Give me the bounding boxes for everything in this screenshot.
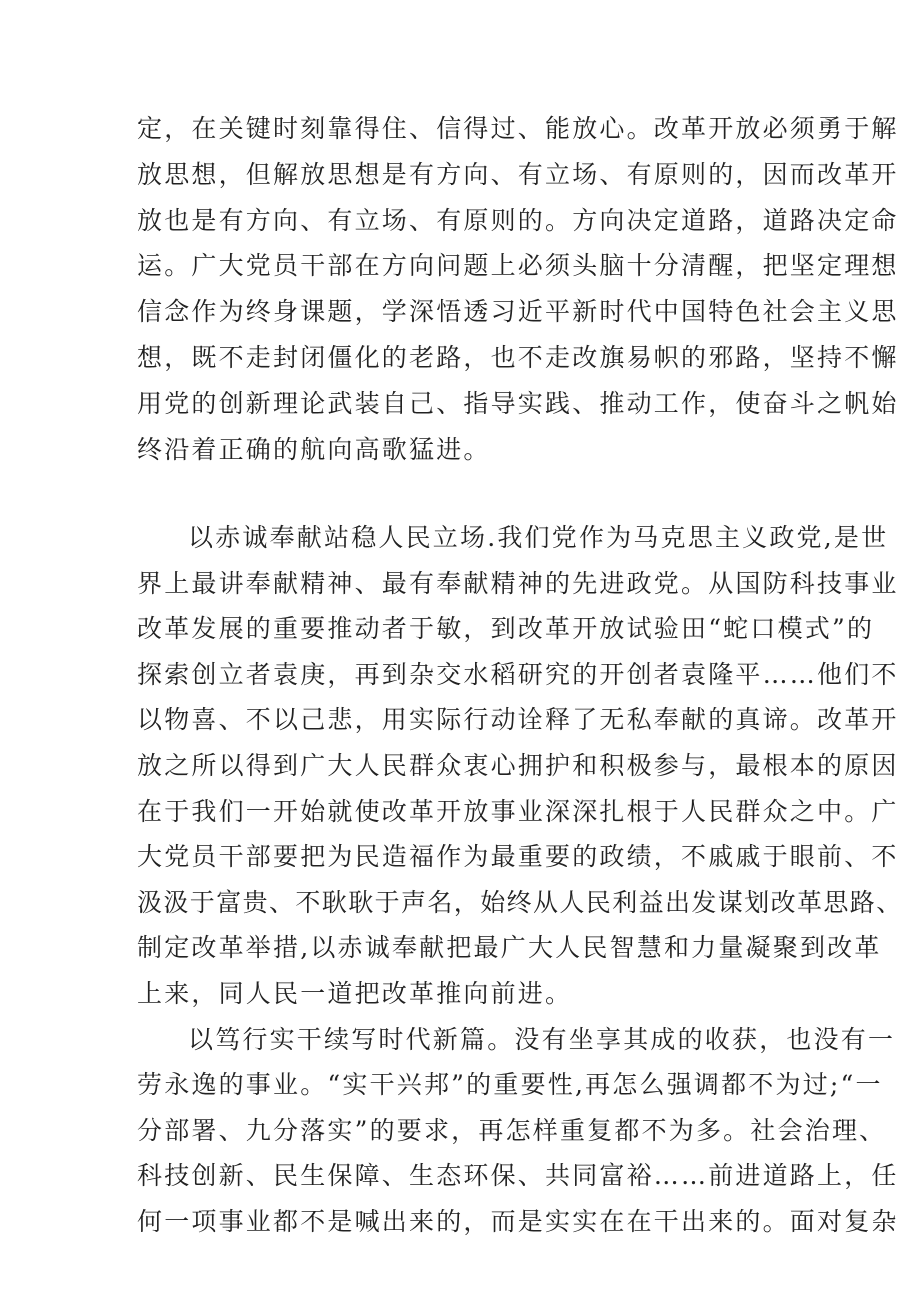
text-line: 劳永逸的事业。“实干兴邦”的重要性,再怎么强调都不为过;“一 <box>137 1070 883 1099</box>
text-line: 何一项事业都不是喊出来的，而是实实在在干出来的。面对复杂 <box>137 1207 899 1236</box>
text-line: 放之所以得到广大人民群众衷心拥护和积极参与，最根本的原因 <box>137 751 899 780</box>
text-line: 科技创新、民生保障、生态环保、共同富裕……前进道路上，任 <box>137 1161 899 1190</box>
text-line: 汲汲于富贵、不耿耿于声名，始终从人民利益出发谋划改革思路、 <box>137 888 903 917</box>
text-line: 制定改革举措,以赤诚奉献把最广大人民智慧和力量凝聚到改革 <box>137 933 882 962</box>
text-line: 信念作为终身课题，学深悟透习近平新时代中国特色社会主义思 <box>137 297 899 326</box>
text-line: 分部署、九分落实”的要求，再怎样重复都不为多。社会治理、 <box>137 1116 887 1145</box>
text-line: 以物喜、不以己悲，用实际行动诠释了无私奉献的真谛。改革开 <box>137 705 899 734</box>
text-line: 改革发展的重要推动者于敏，到改革开放试验田“蛇口模式”的 <box>137 614 875 643</box>
text-line: 放思想，但解放思想是有方向、有立场、有原则的，因而改革开 <box>137 160 899 189</box>
text-line: 终沿着正确的航向高歌猛进。 <box>137 435 491 464</box>
text-line: 放也是有方向、有立场、有原则的。方向决定道路，道路决定命 <box>137 206 899 235</box>
text-line: 探索创立者袁庚，再到杂交水稻研究的开创者袁隆平……他们不 <box>137 660 899 689</box>
paragraph-first-line: 以笃行实干续写时代新篇。没有坐享其成的收获，也没有一 <box>188 1025 896 1054</box>
text-line: 定，在关键时刻靠得住、信得过、能放心。改革开放必须勇于解 <box>137 114 899 143</box>
paragraph-first-line: 以赤诚奉献站稳人民立场.我们党作为马克思主义政党,是世 <box>188 523 889 552</box>
text-line: 上来，同人民一道把改革推向前进。 <box>137 979 573 1008</box>
text-line: 想，既不走封闭僵化的老路，也不走改旗易帜的邪路，坚持不懈 <box>137 343 899 372</box>
text-line: 用党的创新理论武装自己、指导实践、推动工作，使奋斗之帆始 <box>137 389 899 418</box>
text-line: 大党员干部要把为民造福作为最重要的政绩，不戚戚于眼前、不 <box>137 842 899 871</box>
text-line: 界上最讲奉献精神、最有奉献精神的先进政党。从国防科技事业 <box>137 569 899 598</box>
text-line: 在于我们一开始就使改革开放事业深深扎根于人民群众之中。广 <box>137 797 899 826</box>
text-line: 运。广大党员干部在方向问题上必须头脑十分清醒，把坚定理想 <box>137 251 899 280</box>
